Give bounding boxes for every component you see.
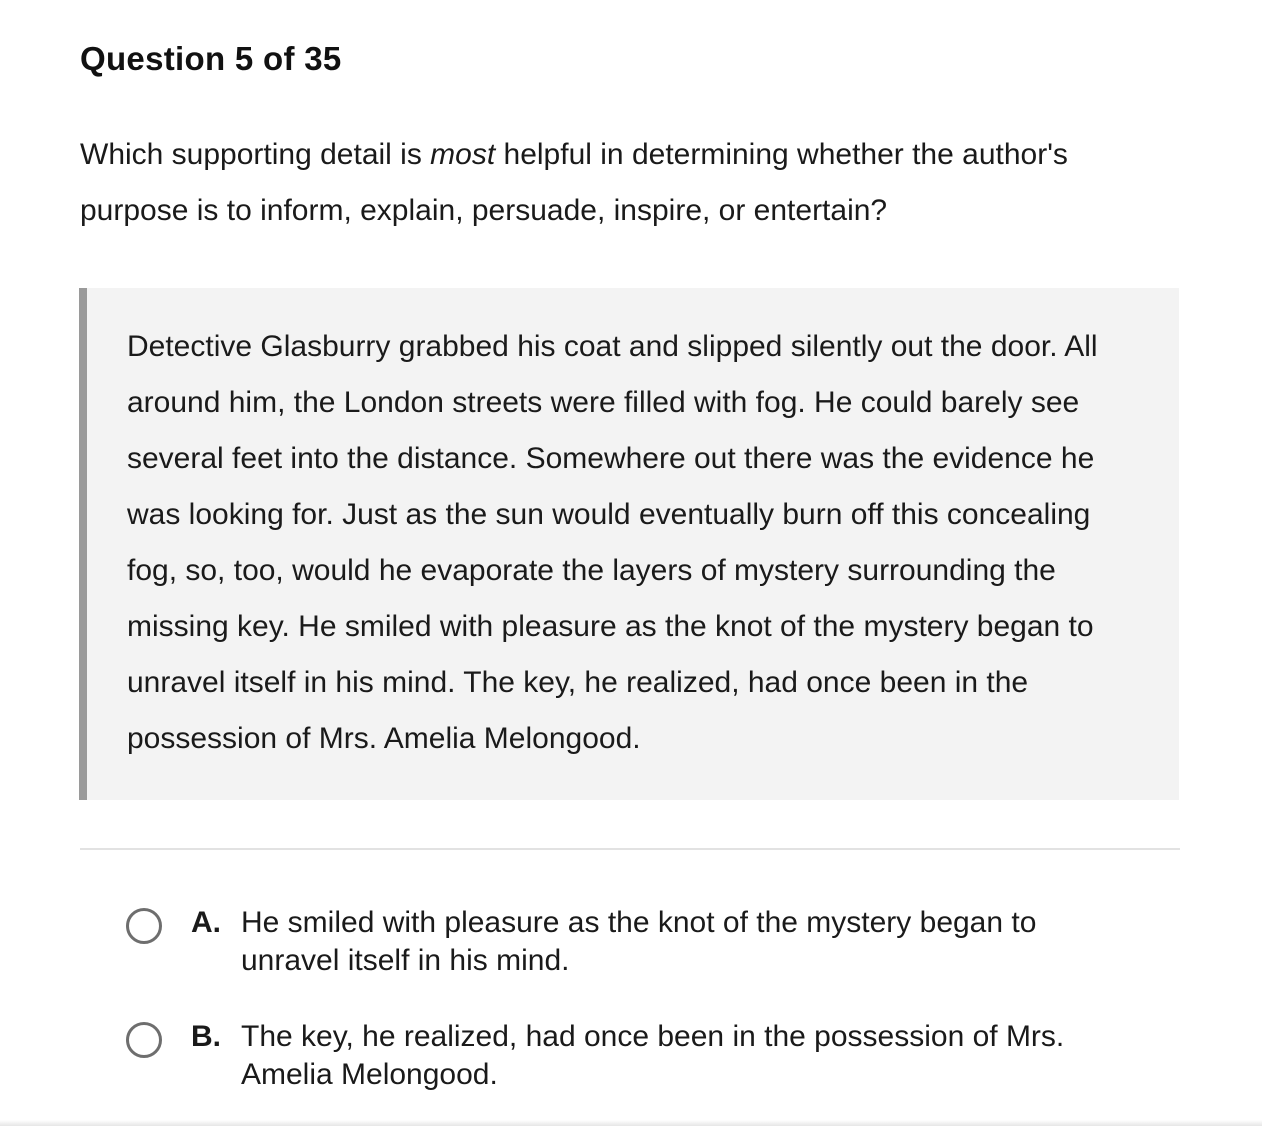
question-counter: Question 5 of 35 — [80, 40, 342, 77]
section-divider — [80, 848, 1180, 850]
radio-button-b[interactable] — [126, 1022, 162, 1058]
answer-choice-a[interactable] — [126, 904, 1186, 980]
passage-block — [79, 288, 1179, 800]
choice-letter-b: B. — [191, 1020, 221, 1053]
radio-button-a[interactable] — [126, 908, 162, 944]
prompt-emphasis: most — [430, 138, 496, 171]
passage-text: Detective Glasburry grabbed his coat and slipped silently out the door. All around him, the London streets were filled with fog. He could barely see several feet into the distance. Somewhere out there was the evidence he was looking for. Just as the sun would eventually burn off this concealing fog, so, too, would he evaporate the layers of mystery surrounding the missing key. He smiled with pleasure as the knot of the mystery began to unravel itself in his mind. The key, he realized, had once been in the possession of Mrs. Amelia Melongood. — [127, 330, 1098, 755]
answer-choice-b[interactable] — [126, 1018, 1186, 1094]
question-prompt — [80, 127, 1180, 239]
choice-text-a: He smiled with pleasure as the knot of the mystery began to unravel itself in his mind. — [241, 906, 1037, 977]
prompt-text-start: Which supporting detail is — [80, 138, 431, 171]
bottom-edge-shadow — [0, 1120, 1262, 1126]
prompt-text-end: helpful in determining whether the author's purpose is to inform, explain, persuade, inspire, or entertain? — [80, 138, 1068, 227]
choice-letter-a: A. — [191, 906, 221, 939]
choice-text-b: The key, he realized, had once been in the possession of Mrs. Amelia Melongood. — [241, 1020, 1065, 1091]
